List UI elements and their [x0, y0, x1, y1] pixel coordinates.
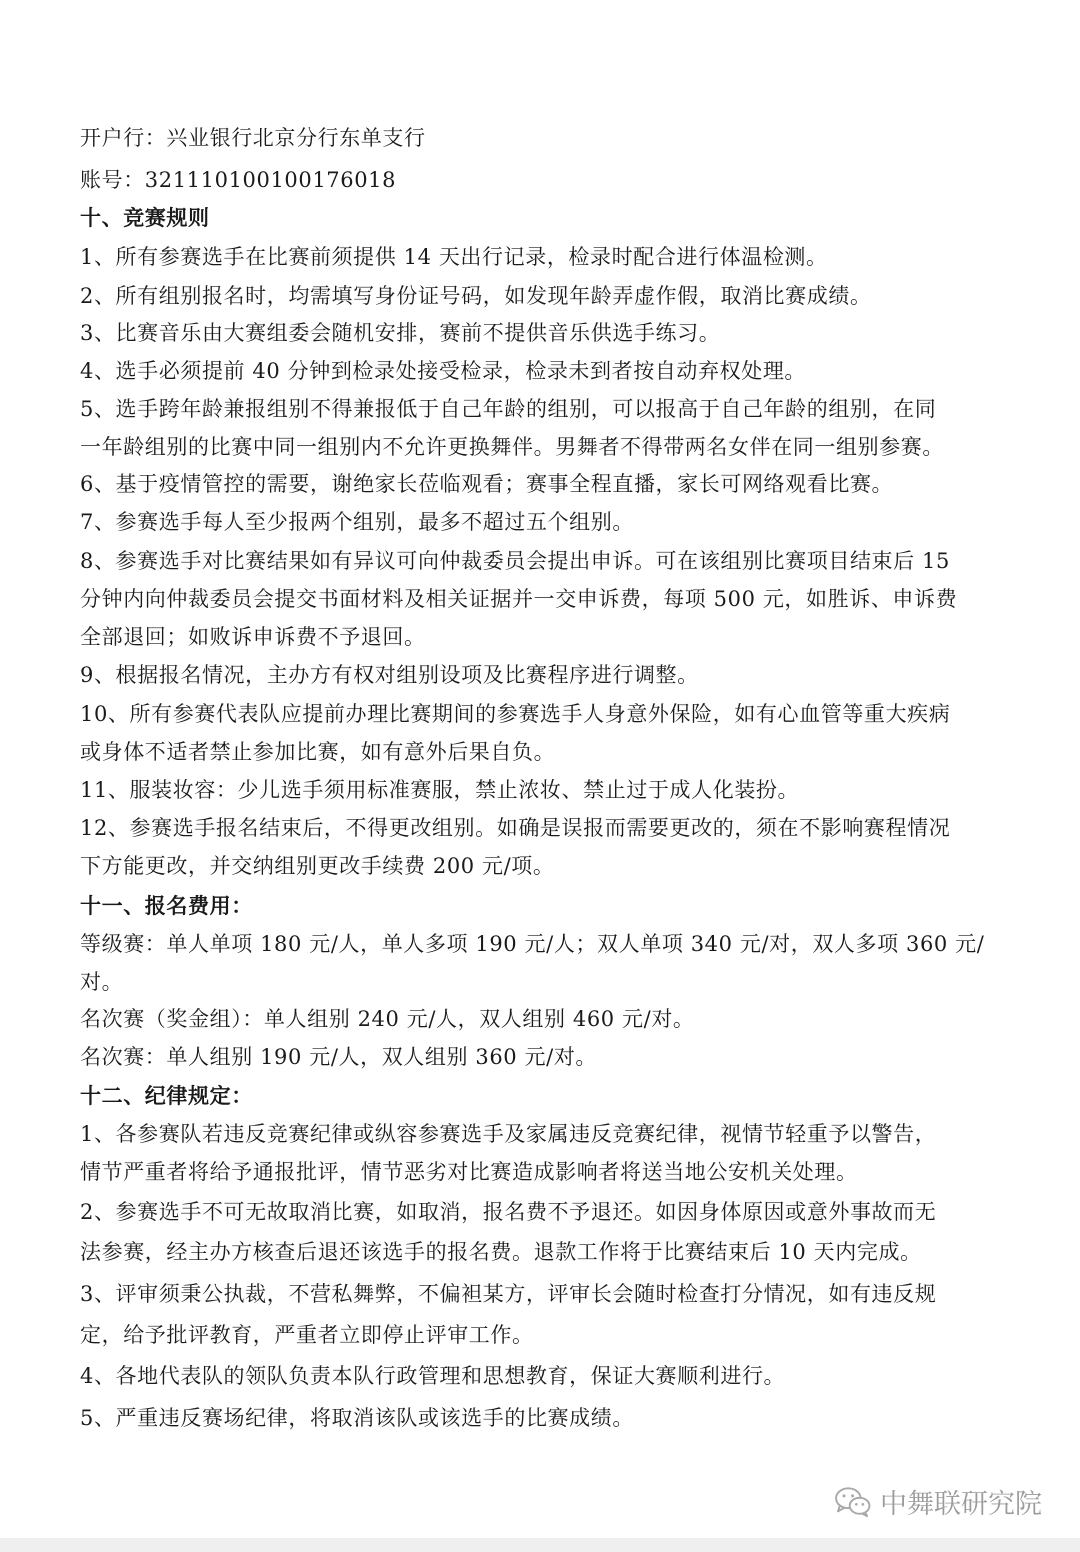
section-10-line: 12、参赛选手报名结束后，不得更改组别。如确是误报而需要更改的，须在不影响赛程情况: [80, 816, 951, 840]
section-10-line: 分钟内向仲裁委员会提交书面材料及相关证据并一交申诉费，每项 500 元，如胜诉、申诉费: [80, 587, 958, 611]
section-10-line: 8、参赛选手对比赛结果如有异议可向仲裁委员会提出申诉。可在该组别比赛项目结束后 15: [80, 549, 950, 573]
section-10-line: 3、比赛音乐由大赛组委会随机安排，赛前不提供音乐供选手练习。: [80, 321, 721, 345]
section-12-line: 2、参赛选手不可无故取消比赛，如取消，报名费不予退还。如因身体原因或意外事故而无: [80, 1200, 937, 1224]
section-10-line: 或身体不适者禁止参加比赛，如有意外后果自负。: [80, 740, 556, 764]
section-11-heading: 十一、报名费用：: [80, 894, 253, 918]
section-12-line: 4、各地代表队的领队负责本队行政管理和思想教育，保证大赛顺利进行。: [80, 1364, 786, 1388]
section-10-line: 5、选手跨年龄兼报组别不得兼报低于自己年龄的组别，可以报高于自己年龄的组别，在同: [80, 397, 937, 421]
section-10-line: 11、服装妆容：少儿选手须用标准赛服，禁止浓妆、禁止过于成人化装扮。: [80, 778, 800, 802]
section-11-line: 对。: [80, 970, 124, 994]
section-12-line: 1、各参赛队若违反竞赛纪律或纵容参赛选手及家属违反竞赛纪律，视情节轻重予以警告，: [80, 1122, 937, 1146]
section-10-line: 2、所有组别报名时，均需填写身份证号码，如发现年龄弄虚作假，取消比赛成绩。: [80, 284, 872, 308]
section-10-line: 1、所有参赛选手在比赛前须提供 14 天出行记录，检录时配合进行体温检测。: [80, 245, 828, 269]
section-11-line: 等级赛：单人单项 180 元/人，单人多项 190 元/人；双人单项 340 元/对，双人多项 360 元/: [80, 932, 985, 956]
watermark: [834, 1482, 1042, 1521]
section-10-heading: 十、竞赛规则: [80, 206, 210, 230]
section-10-line: 下方能更改，并交纳组别更改手续费 200 元/项。: [80, 854, 555, 878]
section-10-line: 4、选手必须提前 40 分钟到检录处接受检录，检录未到者按自动弃权处理。: [80, 359, 807, 383]
section-11-line: 名次赛：单人组别 190 元/人，双人组别 360 元/对。: [80, 1045, 598, 1069]
wechat-icon: [834, 1486, 872, 1518]
section-12-line: 定，给予批评教育，严重者立即停止评审工作。: [80, 1323, 534, 1347]
watermark-text: 中舞联研究院: [880, 1489, 1042, 1520]
section-10-line: 一年龄组别的比赛中同一组别内不允许更换舞伴。男舞者不得带两名女伴在同一组别参赛。: [80, 435, 944, 459]
bank-name-line: 开户行：兴业银行北京分行东单支行: [80, 126, 426, 150]
section-12-heading: 十二、纪律规定：: [80, 1084, 253, 1108]
bottom-divider: [0, 1538, 1080, 1552]
section-10-line: 7、参赛选手每人至少报两个组别，最多不超过五个组别。: [80, 510, 634, 534]
section-12-line: 3、评审须秉公执裁，不营私舞弊，不偏袒某方，评审长会随时检查打分情况，如有违反规: [80, 1282, 937, 1306]
section-12-line: 5、严重违反赛场纪律，将取消该队或该选手的比赛成绩。: [80, 1406, 634, 1430]
account-number-line: 账号：321110100100176018: [80, 168, 397, 192]
section-12-line: 法参赛，经主办方核查后退还该选手的报名费。退款工作将于比赛结束后 10 天内完成。: [80, 1240, 922, 1264]
section-12-line: 情节严重者将给予通报批评，情节恶劣对比赛造成影响者将送当地公安机关处理。: [80, 1160, 858, 1184]
section-10-line: 10、所有参赛代表队应提前办理比赛期间的参赛选手人身意外保险，如有心血管等重大疾病: [80, 702, 951, 726]
section-10-line: 9、根据报名情况，主办方有权对组别设项及比赛程序进行调整。: [80, 663, 699, 687]
section-10-line: 全部退回；如败诉申诉费不予退回。: [80, 625, 426, 649]
section-10-line: 6、基于疫情管控的需要，谢绝家长莅临观看；赛事全程直播，家长可网络观看比赛。: [80, 472, 894, 496]
section-11-line: 名次赛（奖金组）：单人组别 240 元/人，双人组别 460 元/对。: [80, 1007, 695, 1031]
